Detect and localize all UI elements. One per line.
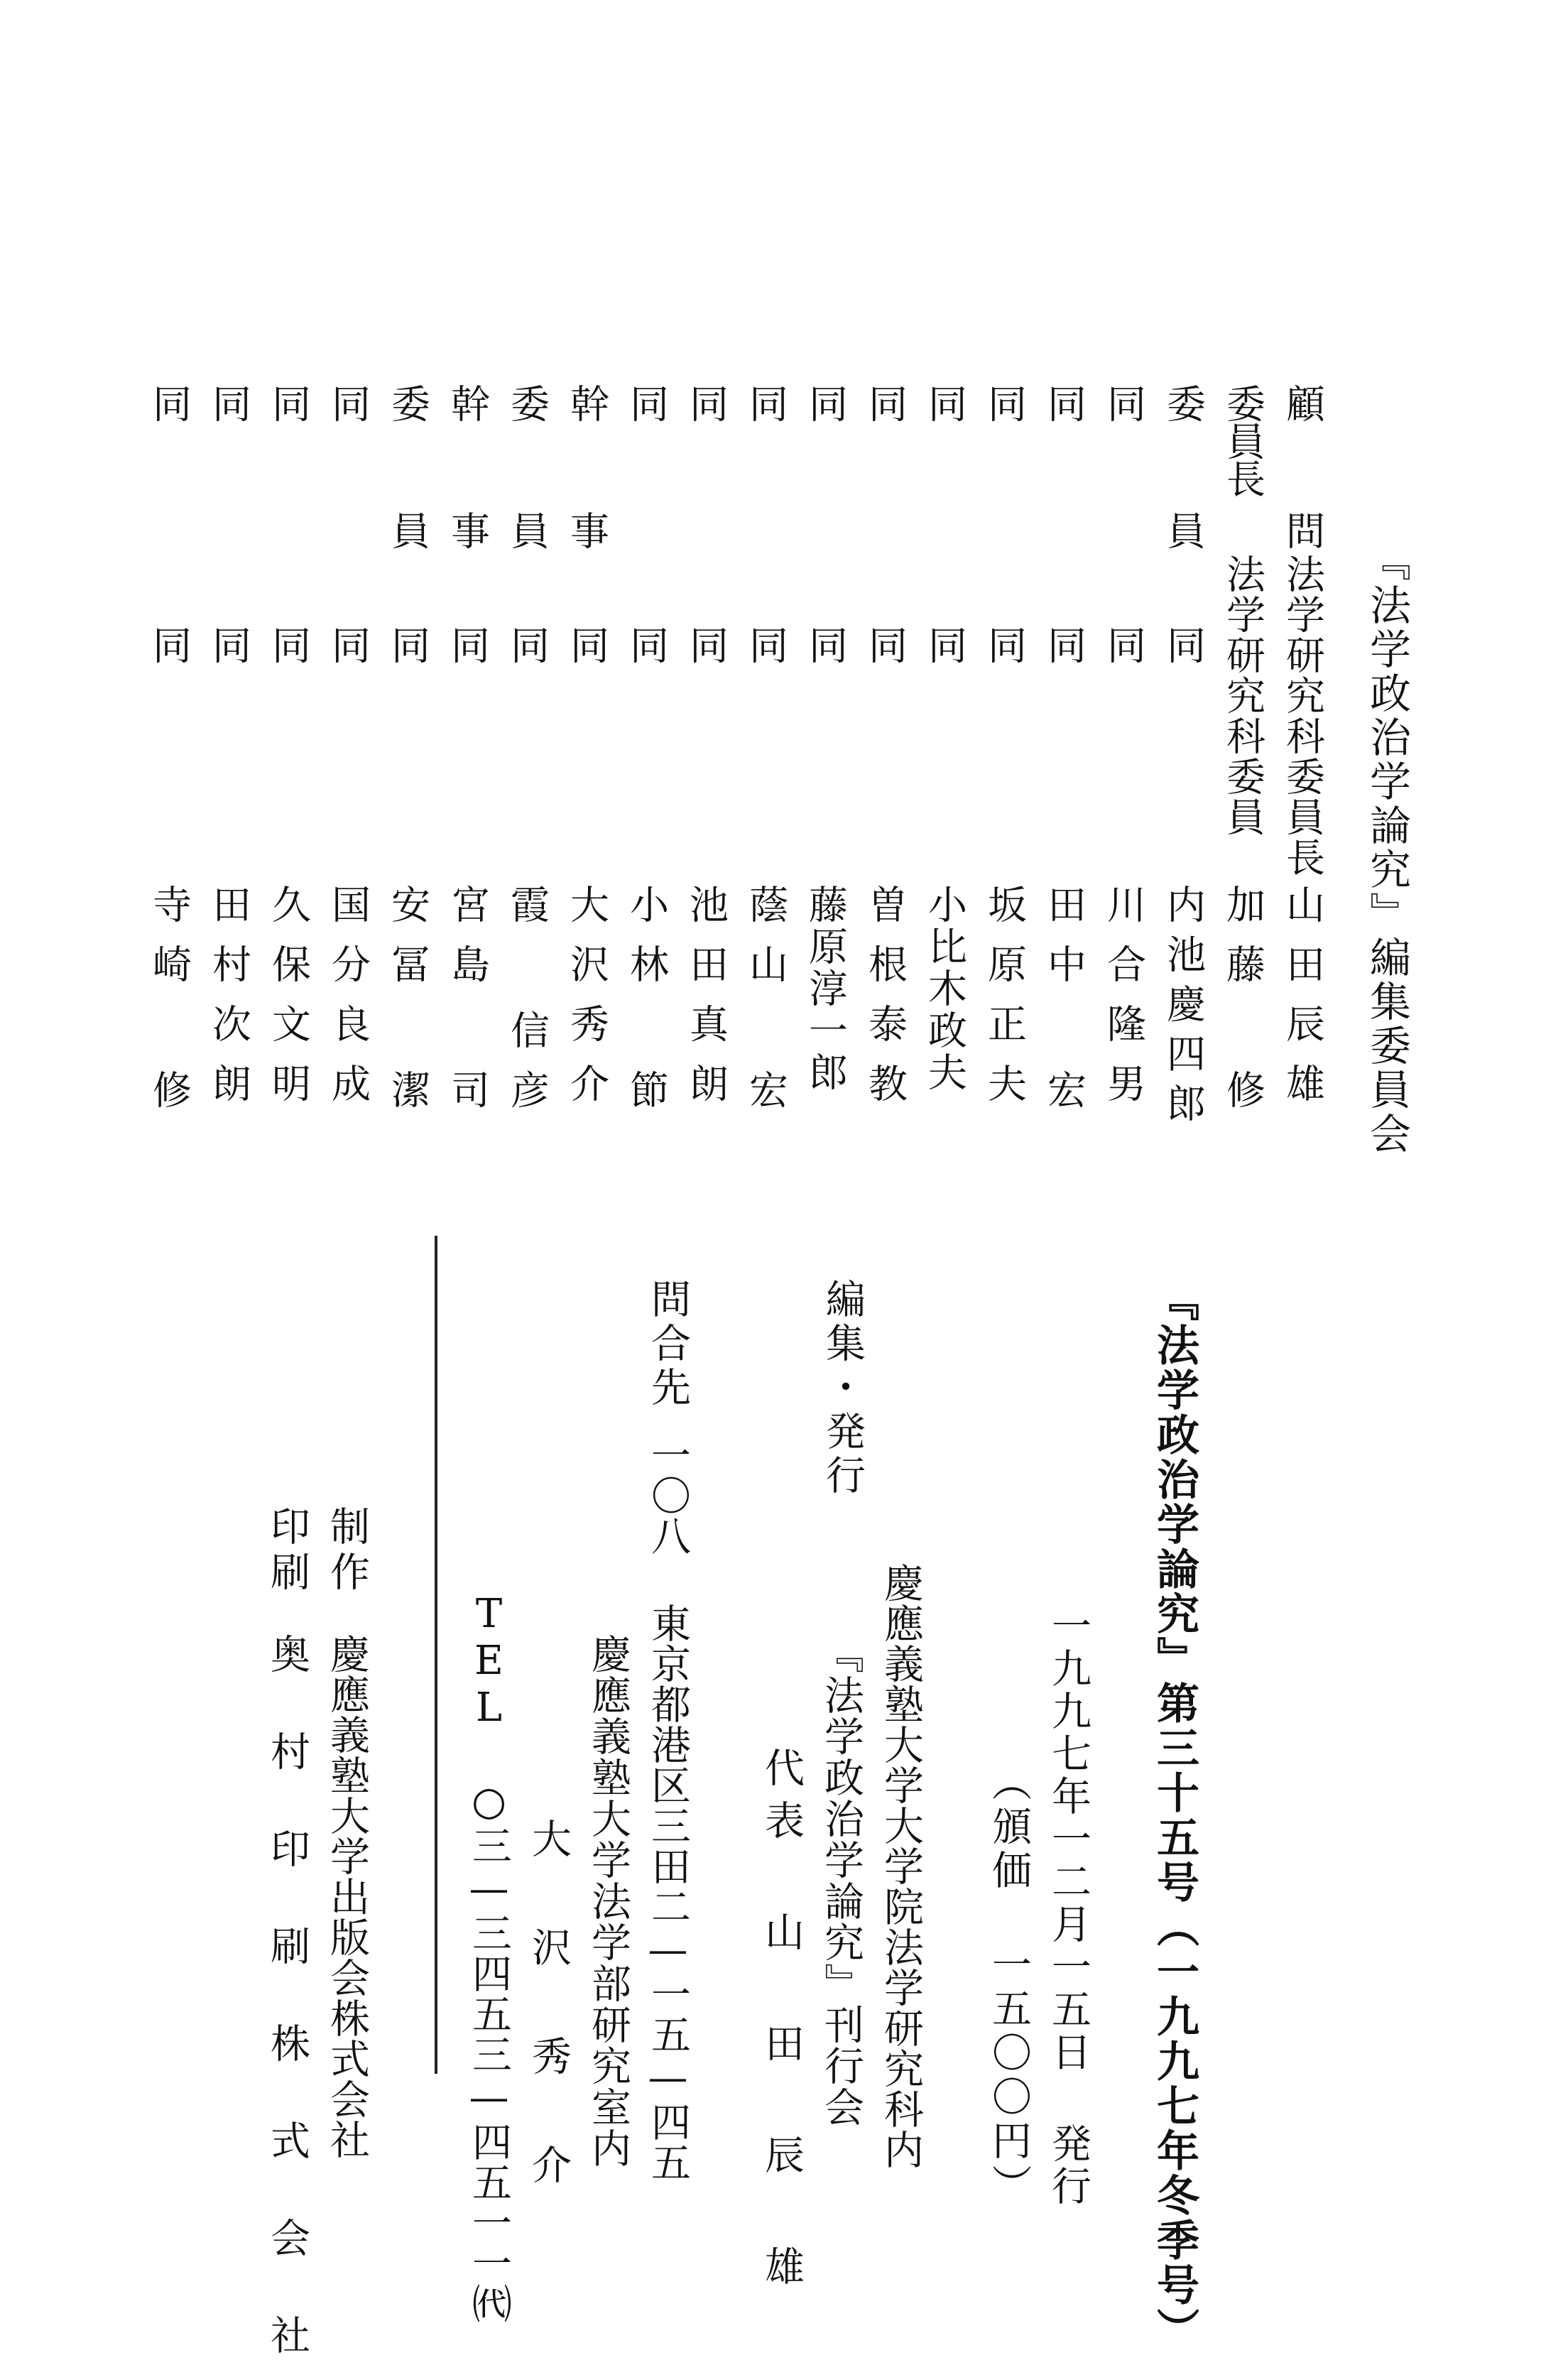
price: （頒価 一五〇〇円） <box>986 1761 1032 2208</box>
member-name: 内池慶四郎 <box>1160 884 1206 1133</box>
publisher-label: 編集・発行 <box>820 1278 866 1499</box>
member-name: 宮島 司 <box>445 884 490 1129</box>
member-name: 小林 節 <box>624 884 669 1129</box>
member-affiliation: 同 <box>266 625 311 685</box>
member-affiliation: 法学研究科委員長 <box>1280 554 1325 878</box>
member-name: 加藤 修 <box>1220 884 1265 1129</box>
printing-label: 印刷 <box>264 1506 310 1597</box>
member-role: 同 <box>922 384 967 444</box>
publisher-society: 『法学政治学論究』刊行会 <box>818 1633 864 2128</box>
member-name: 蔭山 宏 <box>743 884 788 1129</box>
member-affiliation: 同 <box>206 625 251 685</box>
member-affiliation: 法学研究科委員 <box>1220 554 1265 837</box>
colophon-divider <box>435 1236 437 2074</box>
representative: 代表 山 田 辰 雄 <box>758 1747 805 2298</box>
member-role: 幹 事 <box>445 384 490 571</box>
production-company: 慶應義塾大学出版会株式会社 <box>324 1633 370 2160</box>
member-affiliation: 同 <box>1160 625 1206 685</box>
member-role: 同 <box>624 384 669 444</box>
member-name: 山田辰雄 <box>1280 884 1325 1123</box>
member-role: 同 <box>1101 384 1146 444</box>
member-role: 委 員 <box>385 384 430 571</box>
member-role: 同 <box>802 384 848 444</box>
member-affiliation: 同 <box>802 625 848 685</box>
member-affiliation: 同 <box>1041 625 1087 685</box>
committee-title: 『法学政治学論究』編集委員会 <box>1363 540 1411 1156</box>
inquiry-tel: TEL ○三—三四五三—四五一一㈹ <box>466 1591 512 2324</box>
member-role: 同 <box>206 384 251 444</box>
printing-company: 奥 村 印 刷 株 式 会 社 <box>264 1633 310 2360</box>
member-affiliation: 同 <box>385 625 430 685</box>
member-role: 同 <box>862 384 908 444</box>
member-name: 霞 信彦 <box>504 884 550 1129</box>
member-name: 藤原淳一郎 <box>802 884 848 1094</box>
member-name: 坂原正夫 <box>981 884 1027 1123</box>
member-name: 川合隆男 <box>1101 884 1146 1123</box>
member-affiliation: 同 <box>1101 625 1146 685</box>
member-affiliation: 同 <box>504 625 550 685</box>
member-role: 顧 問 <box>1280 384 1325 571</box>
member-affiliation: 同 <box>981 625 1027 685</box>
member-name: 久保文明 <box>266 884 311 1123</box>
member-affiliation: 同 <box>564 625 609 685</box>
member-role: 同 <box>146 384 192 444</box>
member-affiliation: 同 <box>146 625 192 685</box>
publish-date: 一九九七年一二月一五日 発行 <box>1045 1605 1091 2208</box>
inquiry-address: 一〇八 東京都港区三田二—一五—四五 <box>645 1435 691 2182</box>
member-name: 田村次朗 <box>206 884 251 1123</box>
member-role: 委 員 <box>1160 384 1206 571</box>
inquiry-label: 問合先 <box>645 1278 691 1410</box>
production-label: 制作 <box>324 1506 370 1597</box>
member-affiliation: 同 <box>862 625 908 685</box>
member-role: 同 <box>981 384 1027 444</box>
member-role: 委員長 <box>1220 384 1265 496</box>
member-name: 大沢秀介 <box>564 884 609 1123</box>
member-role: 同 <box>266 384 311 444</box>
member-name: 小比木政夫 <box>922 884 967 1094</box>
member-role: 同 <box>1041 384 1087 444</box>
member-role: 同 <box>325 384 371 444</box>
member-role: 幹 事 <box>564 384 609 571</box>
publisher-org: 慶應義塾大学大学院法学研究科内 <box>878 1562 924 2170</box>
member-role: 委 員 <box>504 384 550 571</box>
member-affiliation: 同 <box>922 625 967 685</box>
member-name: 安冨 潔 <box>385 884 430 1129</box>
member-affiliation: 同 <box>743 625 788 685</box>
member-name: 田中 宏 <box>1041 884 1087 1129</box>
member-name: 寺崎 修 <box>146 884 192 1129</box>
member-name: 国分良成 <box>325 884 371 1123</box>
member-affiliation: 同 <box>683 625 729 685</box>
member-name: 曽根泰教 <box>862 884 908 1123</box>
colophon-title: 『法学政治学論究』第三十五号（一九九七年冬季号） <box>1150 1278 1199 2352</box>
member-affiliation: 同 <box>624 625 669 685</box>
member-role: 同 <box>743 384 788 444</box>
member-name: 池田真朗 <box>683 884 729 1123</box>
member-role: 同 <box>683 384 729 444</box>
member-affiliation: 同 <box>445 625 490 685</box>
member-affiliation: 同 <box>325 625 371 685</box>
inquiry-person: 大 沢 秀 介 <box>526 1818 572 2195</box>
inquiry-office: 慶應義塾大学法学部研究室内 <box>585 1633 631 2169</box>
